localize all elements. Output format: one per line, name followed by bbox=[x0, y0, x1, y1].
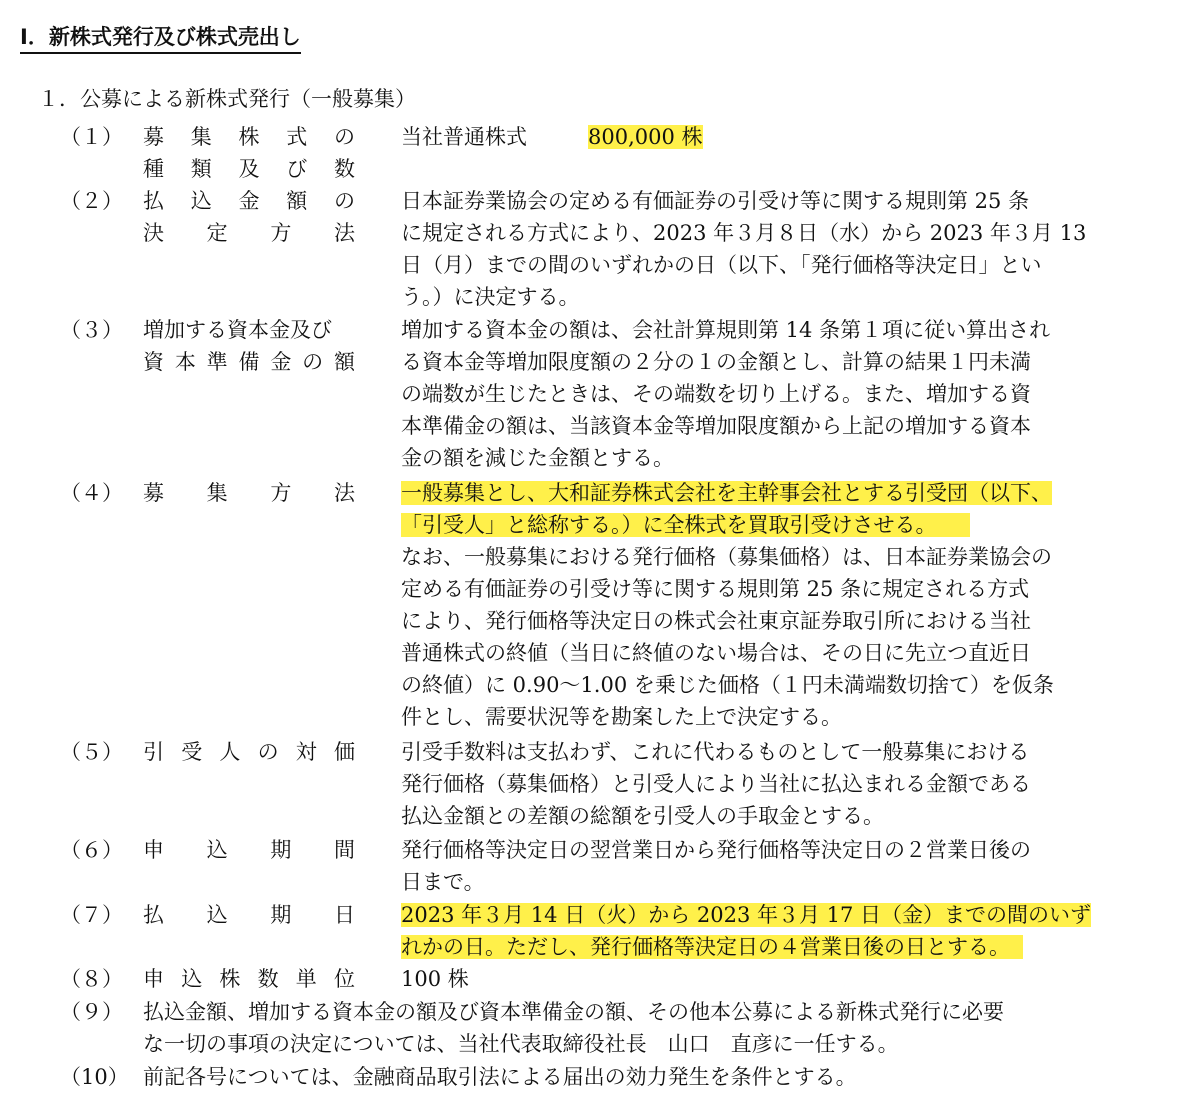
label-char: 株 bbox=[238, 125, 260, 149]
label-char: 数 bbox=[257, 967, 279, 991]
share-count bbox=[588, 121, 703, 153]
label-char: 及 bbox=[238, 157, 260, 181]
content-line: に規定される方式により、2023 年３月８日（水）から 2023 年３月 13 bbox=[401, 221, 1087, 245]
label-line bbox=[143, 899, 355, 931]
label-char: 募 bbox=[143, 481, 164, 505]
item-number: （８） bbox=[60, 967, 123, 991]
label-char: の bbox=[257, 740, 279, 764]
highlight-padding bbox=[937, 513, 970, 537]
content-line: 日まで。 bbox=[401, 870, 485, 894]
label-char: の bbox=[302, 350, 324, 374]
label-char: 日 bbox=[333, 903, 355, 927]
item-number: （４） bbox=[60, 481, 123, 505]
label-char: 額 bbox=[333, 350, 355, 374]
item-content bbox=[401, 314, 1101, 474]
item-label bbox=[143, 185, 355, 249]
item-label bbox=[143, 899, 355, 931]
label-char: 定 bbox=[206, 221, 228, 245]
label-char: 込 bbox=[206, 838, 228, 862]
item-label bbox=[143, 963, 355, 995]
content-line: 金の額を減じた金額とする。 bbox=[401, 446, 674, 470]
label-char: 人 bbox=[219, 740, 241, 764]
highlight-padding bbox=[1010, 935, 1023, 959]
content-line: 払込金額、増加する資本金の額及び資本準備金の額、その他本公募による新株式発行に必要 bbox=[143, 1000, 1004, 1024]
item-label bbox=[143, 121, 355, 185]
item-number: （７） bbox=[60, 903, 123, 927]
content-line: 日本証券業協会の定める有価証券の引受け等に関する規則第 25 条 bbox=[401, 189, 1030, 213]
item-content bbox=[401, 121, 527, 153]
label-char: 申 bbox=[143, 838, 164, 862]
label-char: 方 bbox=[270, 481, 292, 505]
label-char: 募 bbox=[143, 125, 164, 149]
highlighted-value: 800,000 株 bbox=[588, 125, 703, 149]
highlight: 2023 年３月 14 日（火）から 2023 年３月 17 日（金）までの間のいず bbox=[401, 903, 1092, 927]
section-heading: Ⅰ．新株式発行及び株式売出し bbox=[20, 22, 301, 54]
label-char: 価 bbox=[333, 740, 355, 764]
item-number: （１） bbox=[60, 125, 123, 149]
content-line: 発行価格（募集価格）と引受人により当社に払込まれる金額である bbox=[401, 772, 1031, 796]
item-label bbox=[143, 477, 355, 509]
item-content bbox=[401, 899, 1101, 963]
content-line: の端数が生じたときは、その端数を切り上げる。また、増加する資 bbox=[401, 382, 1031, 406]
highlight: 「引受人」と総称する。）に全株式を買取引受けさせる。 bbox=[401, 513, 937, 537]
item-content bbox=[401, 736, 1101, 832]
label-char: 資 bbox=[143, 350, 164, 374]
label-char: 払 bbox=[143, 903, 164, 927]
label-char: び bbox=[286, 157, 308, 181]
highlight: 一般募集とし、大和証券株式会社を主幹事会社とする引受団（以下、 bbox=[401, 481, 1052, 505]
item-number: （２） bbox=[60, 189, 123, 213]
label-char: 種 bbox=[143, 157, 164, 181]
label-char: 期 bbox=[270, 903, 292, 927]
content-line: な一切の事項の決定については、当社代表取締役社長 山口 直彦に一任する。 bbox=[143, 1032, 899, 1056]
item-content bbox=[143, 996, 1103, 1060]
content-line: 引受手数料は支払わず、これに代わるものとして一般募集における bbox=[401, 740, 1030, 764]
item-content bbox=[401, 477, 1101, 733]
label-char: 株 bbox=[219, 967, 241, 991]
label-char: 間 bbox=[333, 838, 355, 862]
content-line: る資本金等増加限度額の２分の１の金額とし、計算の結果１円未満 bbox=[401, 350, 1031, 374]
item-label bbox=[143, 314, 355, 378]
label-line bbox=[143, 153, 355, 185]
item-number: （３） bbox=[60, 318, 123, 342]
label-char: 引 bbox=[143, 740, 164, 764]
label-char: 備 bbox=[238, 350, 260, 374]
label-line bbox=[143, 217, 355, 249]
label-char: 数 bbox=[334, 157, 355, 181]
label-char: 法 bbox=[333, 221, 355, 245]
content-line-highlighted bbox=[401, 931, 1101, 963]
content-line: 本準備金の額は、当該資本金等増加限度額から上記の増加する資本 bbox=[401, 414, 1031, 438]
label-line bbox=[143, 346, 355, 378]
item-number: （６） bbox=[60, 838, 123, 862]
label-char: 準 bbox=[206, 350, 228, 374]
label-char: 金 bbox=[238, 189, 260, 213]
item-label bbox=[143, 736, 355, 768]
label-line bbox=[143, 185, 355, 217]
label-char: 本 bbox=[174, 350, 196, 374]
item-content bbox=[401, 185, 1101, 313]
content-line-highlighted bbox=[401, 509, 1101, 541]
content-line: 払込金額との差額の総額を引受人の手取金とする。 bbox=[401, 804, 884, 828]
label-line bbox=[143, 121, 355, 153]
content-line: う。）に決定する。 bbox=[401, 285, 580, 309]
item-number: （10） bbox=[60, 1065, 129, 1089]
content-line-highlighted bbox=[401, 899, 1101, 931]
item-content bbox=[143, 1061, 1103, 1093]
label-char: 集 bbox=[206, 481, 228, 505]
item-number: （９） bbox=[60, 1000, 123, 1024]
subsection-heading: １．公募による新株式発行（一般募集） bbox=[38, 87, 416, 111]
label-line bbox=[143, 477, 355, 509]
label-line bbox=[143, 314, 355, 346]
content-line: 発行価格等決定日の翌営業日から発行価格等決定日の２営業日後の bbox=[401, 838, 1031, 862]
label-char: 単 bbox=[295, 967, 317, 991]
label-char: 方 bbox=[270, 221, 292, 245]
label-char: 額 bbox=[286, 189, 308, 213]
content-line: 定める有価証券の引受け等に関する規則第 25 条に規定される方式 bbox=[401, 577, 1030, 601]
content-line: なお、一般募集における発行価格（募集価格）は、日本証券業協会の bbox=[401, 545, 1052, 569]
label-text: 増加する資本金及び bbox=[143, 318, 332, 342]
label-line bbox=[143, 736, 355, 768]
item-label bbox=[143, 834, 355, 866]
label-char: の bbox=[334, 189, 355, 213]
content-line-highlighted bbox=[401, 477, 1101, 509]
content-line: 増加する資本金の額は、会社計算規則第 14 条第１項に従い算出され bbox=[401, 318, 1051, 342]
label-char: 込 bbox=[206, 903, 228, 927]
label-char: 申 bbox=[143, 967, 164, 991]
content-line: の終値）に 0.90～1.00 を乗じた価格（１円未満端数切捨て）を仮条 bbox=[401, 673, 1054, 697]
label-char: 類 bbox=[190, 157, 212, 181]
label-char: 対 bbox=[295, 740, 317, 764]
label-char: 決 bbox=[143, 221, 164, 245]
label-char: 込 bbox=[181, 967, 203, 991]
label-char: の bbox=[334, 125, 355, 149]
label-char: 位 bbox=[333, 967, 355, 991]
label-char: 期 bbox=[270, 838, 292, 862]
label-char: 法 bbox=[333, 481, 355, 505]
label-line bbox=[143, 963, 355, 995]
label-line bbox=[143, 834, 355, 866]
label-char: 払 bbox=[143, 189, 164, 213]
content-line: 普通株式の終値（当日に終値のない場合は、その日に先立つ直近日 bbox=[401, 641, 1031, 665]
item-number: （５） bbox=[60, 740, 123, 764]
content-line: により、発行価格等決定日の株式会社東京証券取引所における当社 bbox=[401, 609, 1031, 633]
label-char: 受 bbox=[181, 740, 203, 764]
item-content: 100 株 bbox=[401, 967, 469, 991]
content-line: 件とし、需要状況等を勘案した上で決定する。 bbox=[401, 705, 842, 729]
share-type: 当社普通株式 bbox=[401, 125, 527, 149]
content-line: 日（月）までの間のいずれかの日（以下、「発行価格等決定日」とい bbox=[401, 253, 1042, 277]
label-char: 金 bbox=[270, 350, 292, 374]
content-line: 前記各号については、金融商品取引法による届出の効力発生を条件とする。 bbox=[143, 1065, 857, 1089]
label-char: 込 bbox=[190, 189, 212, 213]
label-char: 集 bbox=[190, 125, 212, 149]
label-char: 式 bbox=[286, 125, 308, 149]
highlight: れかの日。ただし、発行価格等決定日の４営業日後の日とする。 bbox=[401, 935, 1010, 959]
item-content bbox=[401, 834, 1101, 898]
